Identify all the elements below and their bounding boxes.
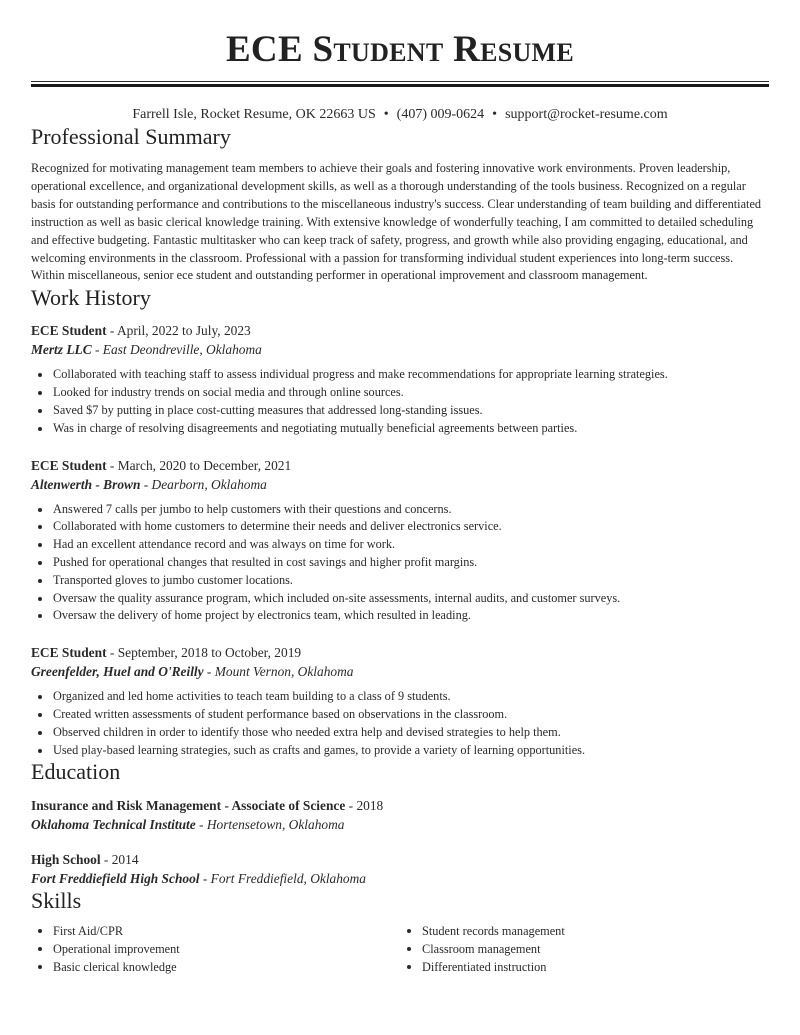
work-history-section [31,285,769,759]
graduation-year: - 2014 [100,852,139,868]
job-title: ECE Student [31,323,107,339]
contact-email: support@rocket-resume.com [505,107,668,122]
company-name: Mertz LLC [31,342,92,358]
school-location: - Fort Freddiefield, Oklahoma [199,871,366,887]
company-location: - Dearborn, Oklahoma [140,476,267,492]
education-entry [31,850,769,888]
skills-list-right [400,922,769,976]
job-title: ECE Student [31,645,107,661]
company-line [31,662,769,681]
list-item: Had an excellent attendance record and was always on time for work. [53,536,769,554]
degree-line [31,796,769,815]
company-location: - Mount Vernon, Oklahoma [203,664,354,680]
list-item: Organized and led home activities to teach team building to a class of 9 students. [53,688,769,706]
school-name: Fort Freddiefield High School [31,871,200,887]
skill-item: Differentiated instruction [422,958,769,976]
school-location: - Hortensetown, Oklahoma [195,817,345,833]
job-title-line [31,643,769,662]
list-item: Collaborated with teaching staff to assess individual progress and make recommendations for appropriate learning strategies. [53,366,769,384]
skill-item: Classroom management [422,940,769,958]
rule-thin-line [31,81,769,82]
list-item: Looked for industry trends on social media and through online sources. [53,384,769,402]
job-title: ECE Student [31,457,107,473]
bullet-separator: • [492,107,498,122]
graduation-year: - 2018 [345,798,384,814]
list-item: Saved $7 by putting in place cost-cutting measures that addressed long-standing issues. [53,402,769,420]
education-section [31,759,769,888]
section-heading-work-history: Work History [31,285,151,311]
company-location: - East Deondreville, Oklahoma [91,342,262,358]
education-entry [31,796,769,834]
skills-section [31,888,769,976]
school-name: Oklahoma Technical Institute [31,817,196,833]
company-line [31,475,769,494]
bullet-separator: • [383,107,389,122]
degree-name: High School [31,852,101,868]
list-item: Was in charge of resolving disagreements and negotiating mutually beneficial agreements between parties. [53,420,769,438]
list-item: Answered 7 calls per jumbo to help customers with their questions and concerns. [53,501,769,519]
school-line [31,815,769,834]
skill-item: Basic clerical knowledge [53,958,400,976]
job-title-line [31,321,769,340]
list-item: Oversaw the delivery of home project by electronics team, which resulted in leading. [53,607,769,625]
skill-item: Operational improvement [53,940,400,958]
job-bullet-list [31,688,769,759]
header-double-rule [31,80,769,88]
list-item: Observed children in order to identify those who needed extra help and devised strategies to help them. [53,724,769,742]
skills-list-left [31,922,400,976]
degree-name: Insurance and Risk Management - Associate of Science [31,798,346,814]
company-line [31,340,769,359]
resume-title: ECE Student Resume [225,29,575,70]
section-heading-skills: Skills [31,888,82,914]
skill-item: Student records management [422,922,769,940]
degree-line [31,850,769,869]
job-entry [31,456,769,626]
skill-item: First Aid/CPR [53,922,400,940]
summary-paragraph: Recognized for motivating management team members to achieve their goals and fostering innovative work environments. Proven leadership, operational excellence, and organizational development skills, as well as a thorough understanding of the tools business. Recognized on a regular basis for outstanding performance and contributions to the miscellaneous industry's success. Clear understanding of team building and differentiated instruction as well as basic clerical knowledge training. With extensive knowledge of wonderfully teaching, I am committed to detailed scheduling and effective budgeting. Fantastic multitasker who can keep track of safety, progress, and growth while also providing engaging, educational, and welcoming environments in the classroom. Professional with a passion for transforming individual student experiences into long-term success. Within miscellaneous, senior ece student and outstanding performer in operational improvement and classroom management. [31,161,762,283]
company-name: Greenfelder, Huel and O'Reilly [31,664,204,680]
job-bullet-list [31,366,769,437]
job-entry [31,321,769,437]
list-item: Created written assessments of student performance based on observations in the classroom. [53,706,769,724]
list-item: Oversaw the quality assurance program, which included on-site assessments, internal audits, and customer surveys. [53,590,769,608]
rule-thick-line [31,84,769,87]
list-item: Transported gloves to jumbo customer locations. [53,572,769,590]
job-dates: - April, 2022 to July, 2023 [106,323,251,339]
skills-grid [31,922,769,976]
school-line [31,869,769,888]
job-bullet-list [31,501,769,626]
list-item: Pushed for operational changes that resulted in cost savings and higher profit margins. [53,554,769,572]
list-item: Used play-based learning strategies, such as crafts and games, to provide a variety of learning opportunities. [53,742,769,760]
list-item: Collaborated with home customers to determine their needs and deliver electronics service. [53,518,769,536]
company-name: Altenwerth - Brown [31,476,141,492]
job-dates: - September, 2018 to October, 2019 [106,645,302,661]
job-dates: - March, 2020 to December, 2021 [106,457,292,473]
section-heading-education: Education [31,759,121,785]
job-entry [31,643,769,759]
contact-line [31,106,769,124]
section-heading-summary: Professional Summary [31,124,231,149]
professional-summary-section [31,124,769,285]
contact-phone: (407) 009-0624 [396,107,485,122]
job-title-line [31,456,769,475]
contact-address: Farrell Isle, Rocket Resume, OK 22663 US [132,107,376,122]
